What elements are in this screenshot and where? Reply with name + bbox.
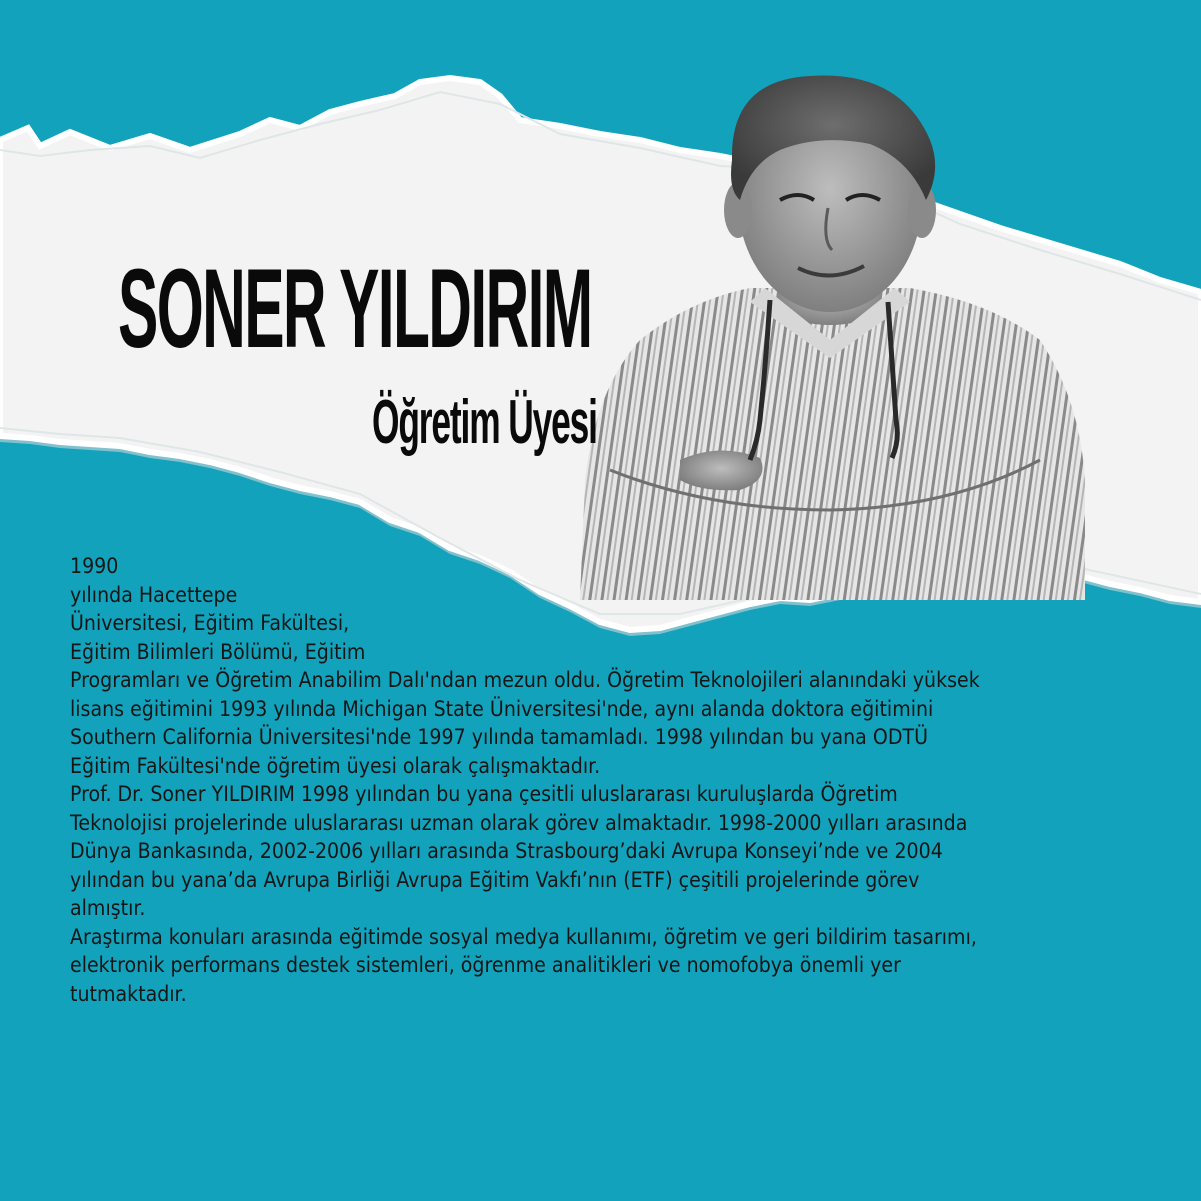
bio-line: Araştırma konuları arasında eğitimde sosyal medya kullanımı, öğretim ve geri bildirim tasarımı,	[70, 924, 977, 949]
bio-line: elektronik performans destek sistemleri, öğrenme analitikleri ve nomofobya önemli yer	[70, 953, 901, 977]
bio-line: Southern California Üniversitesi'nde 1997 yılında tamamladı. 1998 yılından bu yana ODTÜ	[70, 725, 928, 749]
bio-line: lisans eğitimini 1993 yılında Michigan State Üniversitesi'nde, aynı alanda doktora eğitimini	[70, 696, 934, 721]
bio-line: Eğitim Bilimleri Bölümü, Eğitim	[70, 639, 366, 664]
person-role: Öğretim Üyesi	[372, 388, 597, 457]
bio-line: Üniversitesi, Eğitim Fakültesi,	[70, 611, 350, 635]
biography	[70, 552, 1150, 1008]
bio-line: tutmaktadır.	[70, 981, 187, 1006]
person-name: SONER YILDIRIM	[118, 246, 592, 371]
bio-line: Dünya Bankasında, 2002-2006 yılları arasında Strasbourg’daki Avrupa Konseyi’nde ve 2004	[70, 839, 943, 863]
bio-line: Prof. Dr. Soner YILDIRIM 1998 yılından bu yana çesitli uluslararası kuruluşlarda Öğretim	[70, 782, 898, 806]
bio-line: Eğitim Fakültesi'nde öğretim üyesi olarak çalışmaktadır.	[70, 753, 601, 778]
bio-line: almıştır.	[70, 896, 146, 920]
bio-line: Programları ve Öğretim Anabilim Dalı'ndan mezun oldu. Öğretim Teknolojileri alanındaki yüksek	[70, 668, 980, 692]
bio-line: yılından bu yana’da Avrupa Birliği Avrupa Eğitim Vakfı’nın (ETF) çeşitili projelerinde görev	[70, 867, 920, 892]
bio-line: 1990	[70, 554, 119, 578]
portrait-image	[570, 40, 1090, 600]
bio-line: Teknolojisi projelerinde uluslararası uzman olarak görev almaktadır. 1998-2000 yılları arasında	[70, 810, 968, 835]
bio-line: yılında Hacettepe	[70, 582, 238, 607]
